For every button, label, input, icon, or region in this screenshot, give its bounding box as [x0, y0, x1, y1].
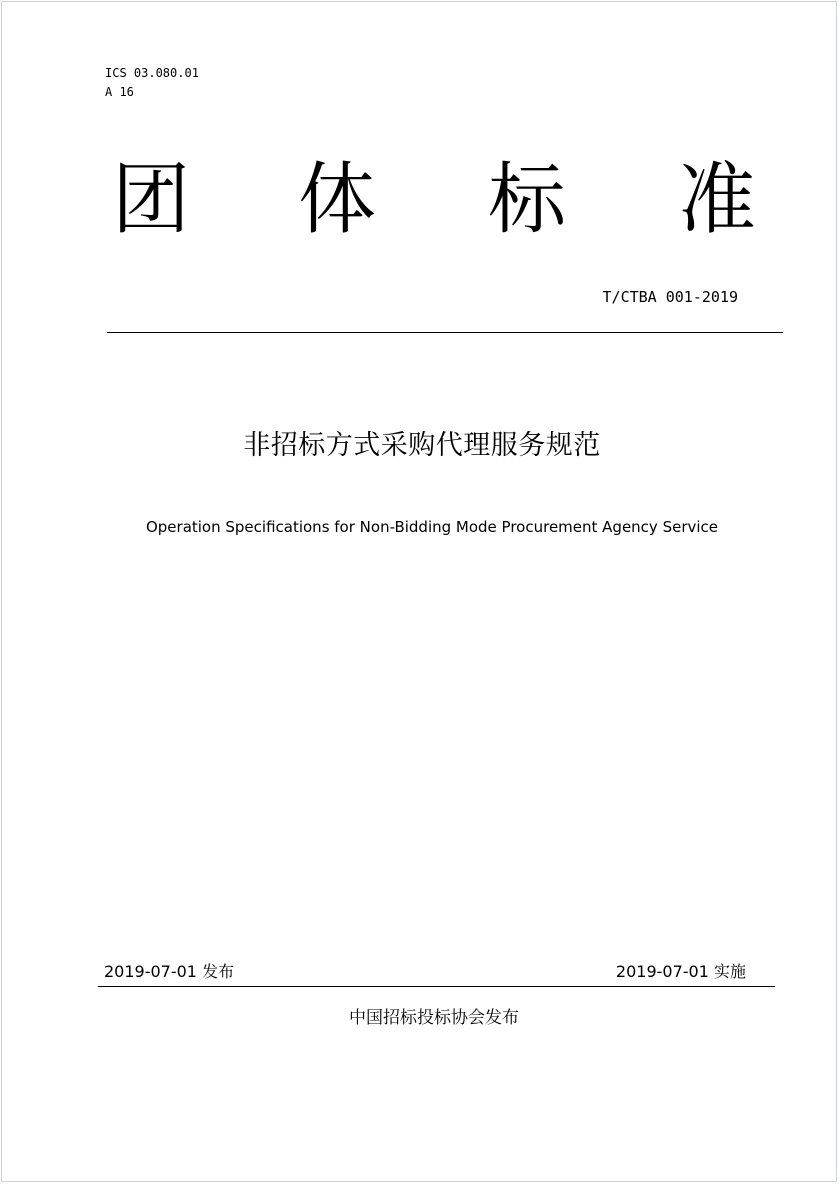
standard-type-char-4: 准	[678, 155, 757, 245]
footer-divider	[98, 986, 775, 987]
standard-type-char-3: 标	[488, 155, 567, 245]
header-divider	[107, 332, 783, 333]
standard-type-char-1: 团	[112, 155, 191, 245]
document-page	[1, 1, 837, 1182]
ics-code: ICS 03.080.01	[105, 66, 199, 80]
classification-code: A 16	[105, 85, 134, 99]
publish-date: 2019-07-01 发布	[104, 962, 235, 981]
title-chinese: 非招标方式采购代理服务规范	[243, 430, 601, 461]
implement-date: 2019-07-01 实施	[615, 962, 746, 981]
standard-type-char-2: 体	[298, 155, 377, 245]
publisher: 中国招标投标协会发布	[349, 1008, 519, 1028]
title-english: Operation Specifications for Non-Bidding Mode Procurement Agency Service	[145, 518, 719, 536]
standard-code: T/CTBA 001-2019	[602, 288, 738, 306]
